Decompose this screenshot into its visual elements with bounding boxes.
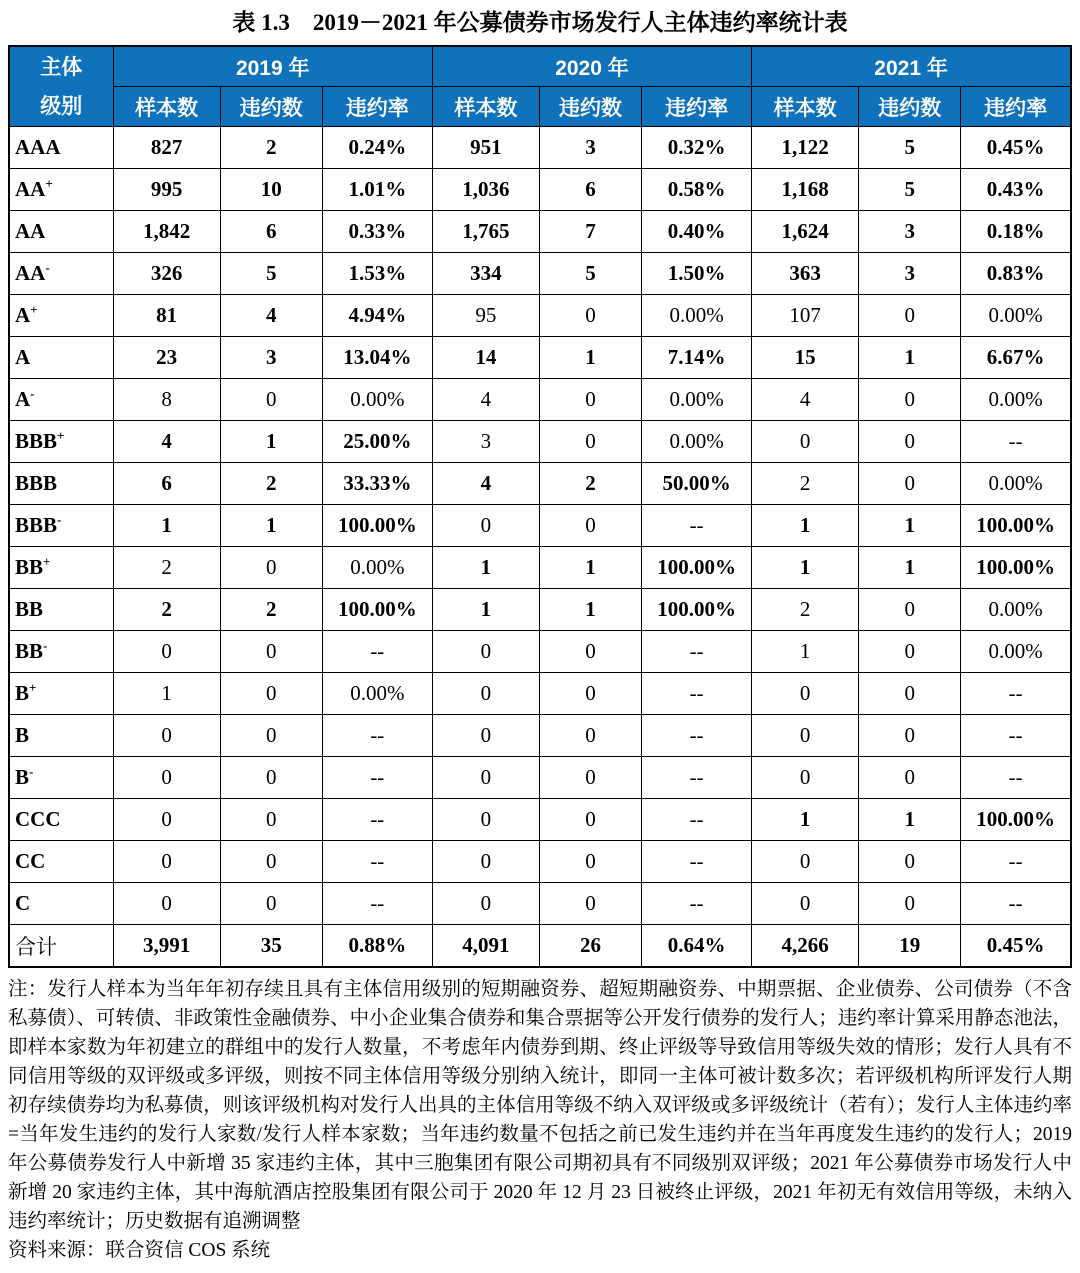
sample-count-cell: 0	[432, 757, 539, 799]
default-rate-cell: 1.53%	[322, 253, 432, 295]
default-rate-cell: --	[961, 673, 1071, 715]
default-rate-cell: 0.00%	[642, 379, 752, 421]
table-row	[9, 631, 1071, 673]
default-rate-cell: 0.00%	[642, 421, 752, 463]
default-count-cell: 1	[859, 547, 961, 589]
default-count-cell: 0	[220, 379, 322, 421]
sample-count-cell: 363	[752, 253, 859, 295]
default-count-cell: 0	[539, 799, 641, 841]
table-row	[9, 673, 1071, 715]
sample-count-cell: 1	[752, 799, 859, 841]
table-row	[9, 421, 1071, 463]
sample-count-cell: 0	[113, 715, 220, 757]
rating-label-cell: BB	[9, 589, 113, 631]
sample-count-cell: 8	[113, 379, 220, 421]
default-rate-cell: 100.00%	[322, 589, 432, 631]
default-rate-header: 违约率	[322, 87, 432, 127]
sample-count-cell: 0	[432, 505, 539, 547]
sample-count-cell: 0	[752, 883, 859, 925]
default-rate-cell: 25.00%	[322, 421, 432, 463]
default-rate-cell: 7.14%	[642, 337, 752, 379]
sample-count-cell: 0	[432, 631, 539, 673]
sample-count-cell: 1	[752, 505, 859, 547]
default-rate-cell: 0.18%	[961, 211, 1071, 253]
default-rate-cell: 0.45%	[961, 925, 1071, 968]
sample-count-cell: 0	[113, 799, 220, 841]
table-body	[9, 127, 1071, 968]
sample-count-cell: 2	[113, 547, 220, 589]
default-rate-cell: 0.24%	[322, 127, 432, 169]
default-rate-cell: 0.45%	[961, 127, 1071, 169]
default-rate-cell: --	[322, 757, 432, 799]
default-rate-cell: --	[961, 883, 1071, 925]
default-count-cell: 6	[220, 211, 322, 253]
default-count-header: 违约数	[220, 87, 322, 127]
sample-count-cell: 0	[113, 757, 220, 799]
sample-count-cell: 1	[432, 547, 539, 589]
sample-count-cell: 1,122	[752, 127, 859, 169]
rating-label-cell: 合计	[9, 925, 113, 968]
default-count-cell: 3	[859, 253, 961, 295]
table-row	[9, 463, 1071, 505]
table-row	[9, 883, 1071, 925]
rating-label-cell: B+	[9, 673, 113, 715]
sample-count-cell: 1	[113, 673, 220, 715]
rating-label-cell: BBB-	[9, 505, 113, 547]
default-count-cell: 1	[539, 547, 641, 589]
default-count-cell: 0	[539, 631, 641, 673]
default-count-cell: 7	[539, 211, 641, 253]
default-count-cell: 0	[539, 841, 641, 883]
default-count-header: 违约数	[859, 87, 961, 127]
sample-count-cell: 1,168	[752, 169, 859, 211]
default-rate-cell: 0.83%	[961, 253, 1071, 295]
default-rate-cell: --	[322, 715, 432, 757]
default-count-cell: 0	[859, 589, 961, 631]
sample-count-cell: 0	[113, 883, 220, 925]
default-count-cell: 26	[539, 925, 641, 968]
default-count-cell: 6	[539, 169, 641, 211]
default-count-cell: 0	[220, 715, 322, 757]
default-count-cell: 5	[220, 253, 322, 295]
default-rate-cell: 0.00%	[961, 295, 1071, 337]
sample-count-cell: 95	[432, 295, 539, 337]
default-rate-cell: --	[642, 841, 752, 883]
rating-label-cell: CCC	[9, 799, 113, 841]
default-rate-cell: 0.00%	[642, 295, 752, 337]
entity-level-header	[9, 46, 113, 127]
sample-count-cell: 14	[432, 337, 539, 379]
default-rate-cell: 100.00%	[322, 505, 432, 547]
default-count-cell: 0	[539, 883, 641, 925]
sample-count-header: 样本数	[113, 87, 220, 127]
year-2019-header: 2019 年	[113, 46, 432, 87]
default-rate-cell: 100.00%	[642, 589, 752, 631]
sample-count-cell: 1	[432, 589, 539, 631]
default-count-cell: 0	[859, 757, 961, 799]
default-rate-cell: --	[642, 631, 752, 673]
sample-count-cell: 0	[113, 841, 220, 883]
default-count-cell: 0	[220, 841, 322, 883]
default-count-cell: 0	[859, 673, 961, 715]
year-2021-header: 2021 年	[752, 46, 1071, 87]
default-rate-cell: --	[322, 799, 432, 841]
table-header	[9, 46, 1071, 127]
default-rate-cell: 50.00%	[642, 463, 752, 505]
sample-count-cell: 1	[752, 547, 859, 589]
default-count-cell: 0	[859, 421, 961, 463]
sample-count-cell: 4	[113, 421, 220, 463]
entity-label-line2: 级别	[40, 94, 83, 118]
default-count-cell: 1	[539, 589, 641, 631]
default-rate-cell: --	[642, 505, 752, 547]
default-count-cell: 0	[859, 295, 961, 337]
default-rate-cell: 33.33%	[322, 463, 432, 505]
table-notes: 注：发行人样本为当年年初存续且具有主体信用级别的短期融资券、超短期融资券、中期票据、企业债券、公司债券（不含私募债）、可转债、非政策性金融债券、中小企业集合债券和集合票据等公开发行债券的发行人；违约率计算采用静态池法，即样本家数为年初建立的群组中的发行人数量，不考虑年内债券到期、终止评级等导致信用等级失效的情形；发行人具有不同信用等级的双评级或多评级，则按不同主体信用等级分别纳入统计，即同一主体可被计数多次；若评级机构所评发行人期初存续债券均为私募债，则该评级机构对发行人出具的主体信用等级不纳入双评级或多评级统计（若有）；发行人主体违约率=当年发生违约的发行人家数/发行人样本家数；当年违约数量不包括之前已发生违约并在当年再度发生违约的发行人；2019 年公募债券发行人中新增 35 家违约主体，其中三胞集团有限公司期初具有不同级别双评级；2021 年公募债券市场发行人中新增 20 家违约主体，其中海航酒店控股集团有限公司于 2020 年 12 月 23 日被终止评级，2021 年初无有效信用等级，未纳入违约率统计；历史数据有追溯调整	[8, 979, 1072, 1232]
default-count-cell: 1	[859, 799, 961, 841]
rating-label-cell: B	[9, 715, 113, 757]
default-count-cell: 1	[859, 337, 961, 379]
default-rate-cell: 100.00%	[961, 505, 1071, 547]
table-row	[9, 127, 1071, 169]
default-count-cell: 3	[220, 337, 322, 379]
rating-label-cell: A-	[9, 379, 113, 421]
sample-count-header: 样本数	[432, 87, 539, 127]
default-count-cell: 0	[220, 631, 322, 673]
default-rate-cell: 0.43%	[961, 169, 1071, 211]
table-row	[9, 757, 1071, 799]
default-count-cell: 10	[220, 169, 322, 211]
sample-count-cell: 23	[113, 337, 220, 379]
default-count-cell: 0	[539, 295, 641, 337]
default-rate-cell: --	[642, 673, 752, 715]
table-row	[9, 169, 1071, 211]
default-count-cell: 5	[859, 169, 961, 211]
sample-count-cell: 4	[752, 379, 859, 421]
sample-count-cell: 951	[432, 127, 539, 169]
sample-count-cell: 1,036	[432, 169, 539, 211]
default-rate-cell: --	[322, 883, 432, 925]
rating-label-cell: AA-	[9, 253, 113, 295]
sample-count-cell: 0	[432, 673, 539, 715]
table-row	[9, 547, 1071, 589]
sample-count-cell: 0	[752, 841, 859, 883]
table-row	[9, 505, 1071, 547]
table-row	[9, 211, 1071, 253]
sample-count-cell: 0	[752, 715, 859, 757]
default-count-cell: 0	[539, 757, 641, 799]
default-rate-cell: 1.01%	[322, 169, 432, 211]
default-count-cell: 0	[220, 883, 322, 925]
default-count-cell: 0	[859, 631, 961, 673]
rating-label-cell: BBB+	[9, 421, 113, 463]
sample-count-cell: 0	[752, 421, 859, 463]
sample-count-cell: 0	[432, 883, 539, 925]
default-rate-cell: 0.00%	[961, 589, 1071, 631]
default-count-cell: 0	[539, 715, 641, 757]
default-rate-cell: 100.00%	[642, 547, 752, 589]
default-rate-cell: --	[961, 421, 1071, 463]
default-count-cell: 2	[539, 463, 641, 505]
default-count-cell: 2	[220, 127, 322, 169]
default-rate-cell: --	[642, 715, 752, 757]
sample-count-cell: 827	[113, 127, 220, 169]
default-count-cell: 0	[220, 799, 322, 841]
sample-count-cell: 3,991	[113, 925, 220, 968]
default-rate-cell: --	[642, 799, 752, 841]
default-count-cell: 3	[539, 127, 641, 169]
sub-header-row	[9, 87, 1071, 127]
default-count-cell: 0	[539, 379, 641, 421]
default-count-cell: 2	[220, 463, 322, 505]
sample-count-cell: 0	[752, 757, 859, 799]
sample-count-cell: 15	[752, 337, 859, 379]
table-row	[9, 295, 1071, 337]
default-rate-cell: 0.58%	[642, 169, 752, 211]
default-count-cell: 2	[220, 589, 322, 631]
default-rate-cell: 0.33%	[322, 211, 432, 253]
default-rate-header: 违约率	[642, 87, 752, 127]
rating-label-cell: A	[9, 337, 113, 379]
rating-label-cell: BB-	[9, 631, 113, 673]
default-rate-cell: 100.00%	[961, 799, 1071, 841]
default-count-header: 违约数	[539, 87, 641, 127]
default-count-cell: 0	[220, 547, 322, 589]
rating-label-cell: CC	[9, 841, 113, 883]
sample-count-cell: 1,765	[432, 211, 539, 253]
sample-count-cell: 995	[113, 169, 220, 211]
default-count-cell: 0	[539, 505, 641, 547]
sample-count-cell: 107	[752, 295, 859, 337]
default-rate-table	[8, 45, 1072, 968]
default-rate-cell: 0.00%	[322, 673, 432, 715]
default-count-cell: 5	[859, 127, 961, 169]
sample-count-cell: 0	[113, 631, 220, 673]
sample-count-cell: 81	[113, 295, 220, 337]
default-rate-cell: 0.40%	[642, 211, 752, 253]
table-row	[9, 337, 1071, 379]
default-count-cell: 1	[220, 421, 322, 463]
default-count-cell: 0	[539, 421, 641, 463]
default-count-cell: 5	[539, 253, 641, 295]
sample-count-cell: 334	[432, 253, 539, 295]
sample-count-cell: 4,266	[752, 925, 859, 968]
default-count-cell: 4	[220, 295, 322, 337]
default-count-cell: 3	[859, 211, 961, 253]
default-count-cell: 35	[220, 925, 322, 968]
sample-count-cell: 1	[113, 505, 220, 547]
default-count-cell: 1	[220, 505, 322, 547]
sample-count-cell: 0	[432, 799, 539, 841]
default-count-cell: 0	[220, 757, 322, 799]
default-rate-cell: 0.32%	[642, 127, 752, 169]
default-count-cell: 1	[539, 337, 641, 379]
default-rate-cell: 0.00%	[322, 547, 432, 589]
rating-label-cell: AA+	[9, 169, 113, 211]
default-rate-cell: 0.64%	[642, 925, 752, 968]
default-rate-cell: 100.00%	[961, 547, 1071, 589]
data-source: 资料来源：联合资信 COS 系统	[8, 1240, 271, 1261]
sample-count-cell: 0	[432, 715, 539, 757]
sample-count-cell: 2	[752, 589, 859, 631]
table-row	[9, 799, 1071, 841]
table-row	[9, 715, 1071, 757]
rating-label-cell: A+	[9, 295, 113, 337]
default-count-cell: 0	[859, 379, 961, 421]
default-count-cell: 19	[859, 925, 961, 968]
table-row	[9, 841, 1071, 883]
rating-label-cell: BBB	[9, 463, 113, 505]
default-rate-cell: 0.88%	[322, 925, 432, 968]
default-rate-cell: 6.67%	[961, 337, 1071, 379]
sample-count-cell: 1	[752, 631, 859, 673]
table-row	[9, 379, 1071, 421]
sample-count-header: 样本数	[752, 87, 859, 127]
default-rate-cell: --	[961, 841, 1071, 883]
table-title: 表 1.3 2019－2021 年公募债券市场发行人主体违约率统计表	[232, 10, 848, 35]
total-row	[9, 925, 1071, 968]
default-rate-cell: --	[322, 841, 432, 883]
default-rate-header: 违约率	[961, 87, 1071, 127]
sample-count-cell: 326	[113, 253, 220, 295]
default-rate-cell: 13.04%	[322, 337, 432, 379]
default-count-cell: 1	[859, 505, 961, 547]
sample-count-cell: 2	[752, 463, 859, 505]
rating-label-cell: C	[9, 883, 113, 925]
sample-count-cell: 2	[113, 589, 220, 631]
default-rate-cell: 0.00%	[961, 379, 1071, 421]
rating-label-cell: B-	[9, 757, 113, 799]
default-rate-cell: 0.00%	[961, 463, 1071, 505]
table-row	[9, 253, 1071, 295]
default-count-cell: 0	[859, 715, 961, 757]
sample-count-cell: 0	[432, 841, 539, 883]
rating-label-cell: AAA	[9, 127, 113, 169]
default-count-cell: 0	[539, 673, 641, 715]
default-rate-cell: 1.50%	[642, 253, 752, 295]
sample-count-cell: 4	[432, 379, 539, 421]
year-2020-header: 2020 年	[432, 46, 751, 87]
default-rate-cell: --	[322, 631, 432, 673]
default-rate-cell: --	[961, 715, 1071, 757]
sample-count-cell: 6	[113, 463, 220, 505]
default-count-cell: 0	[859, 883, 961, 925]
sample-count-cell: 4	[432, 463, 539, 505]
default-count-cell: 0	[859, 841, 961, 883]
default-rate-cell: 0.00%	[322, 379, 432, 421]
sample-count-cell: 3	[432, 421, 539, 463]
default-rate-cell: --	[642, 883, 752, 925]
sample-count-cell: 1,842	[113, 211, 220, 253]
default-rate-cell: 4.94%	[322, 295, 432, 337]
rating-label-cell: BB+	[9, 547, 113, 589]
year-header-row	[9, 46, 1071, 87]
sample-count-cell: 4,091	[432, 925, 539, 968]
default-count-cell: 0	[220, 673, 322, 715]
default-count-cell: 0	[859, 463, 961, 505]
entity-label-line1: 主体	[40, 55, 83, 79]
default-rate-cell: --	[642, 757, 752, 799]
default-rate-cell: 0.00%	[961, 631, 1071, 673]
table-row	[9, 589, 1071, 631]
sample-count-cell: 0	[752, 673, 859, 715]
default-rate-cell: --	[961, 757, 1071, 799]
sample-count-cell: 1,624	[752, 211, 859, 253]
rating-label-cell: AA	[9, 211, 113, 253]
